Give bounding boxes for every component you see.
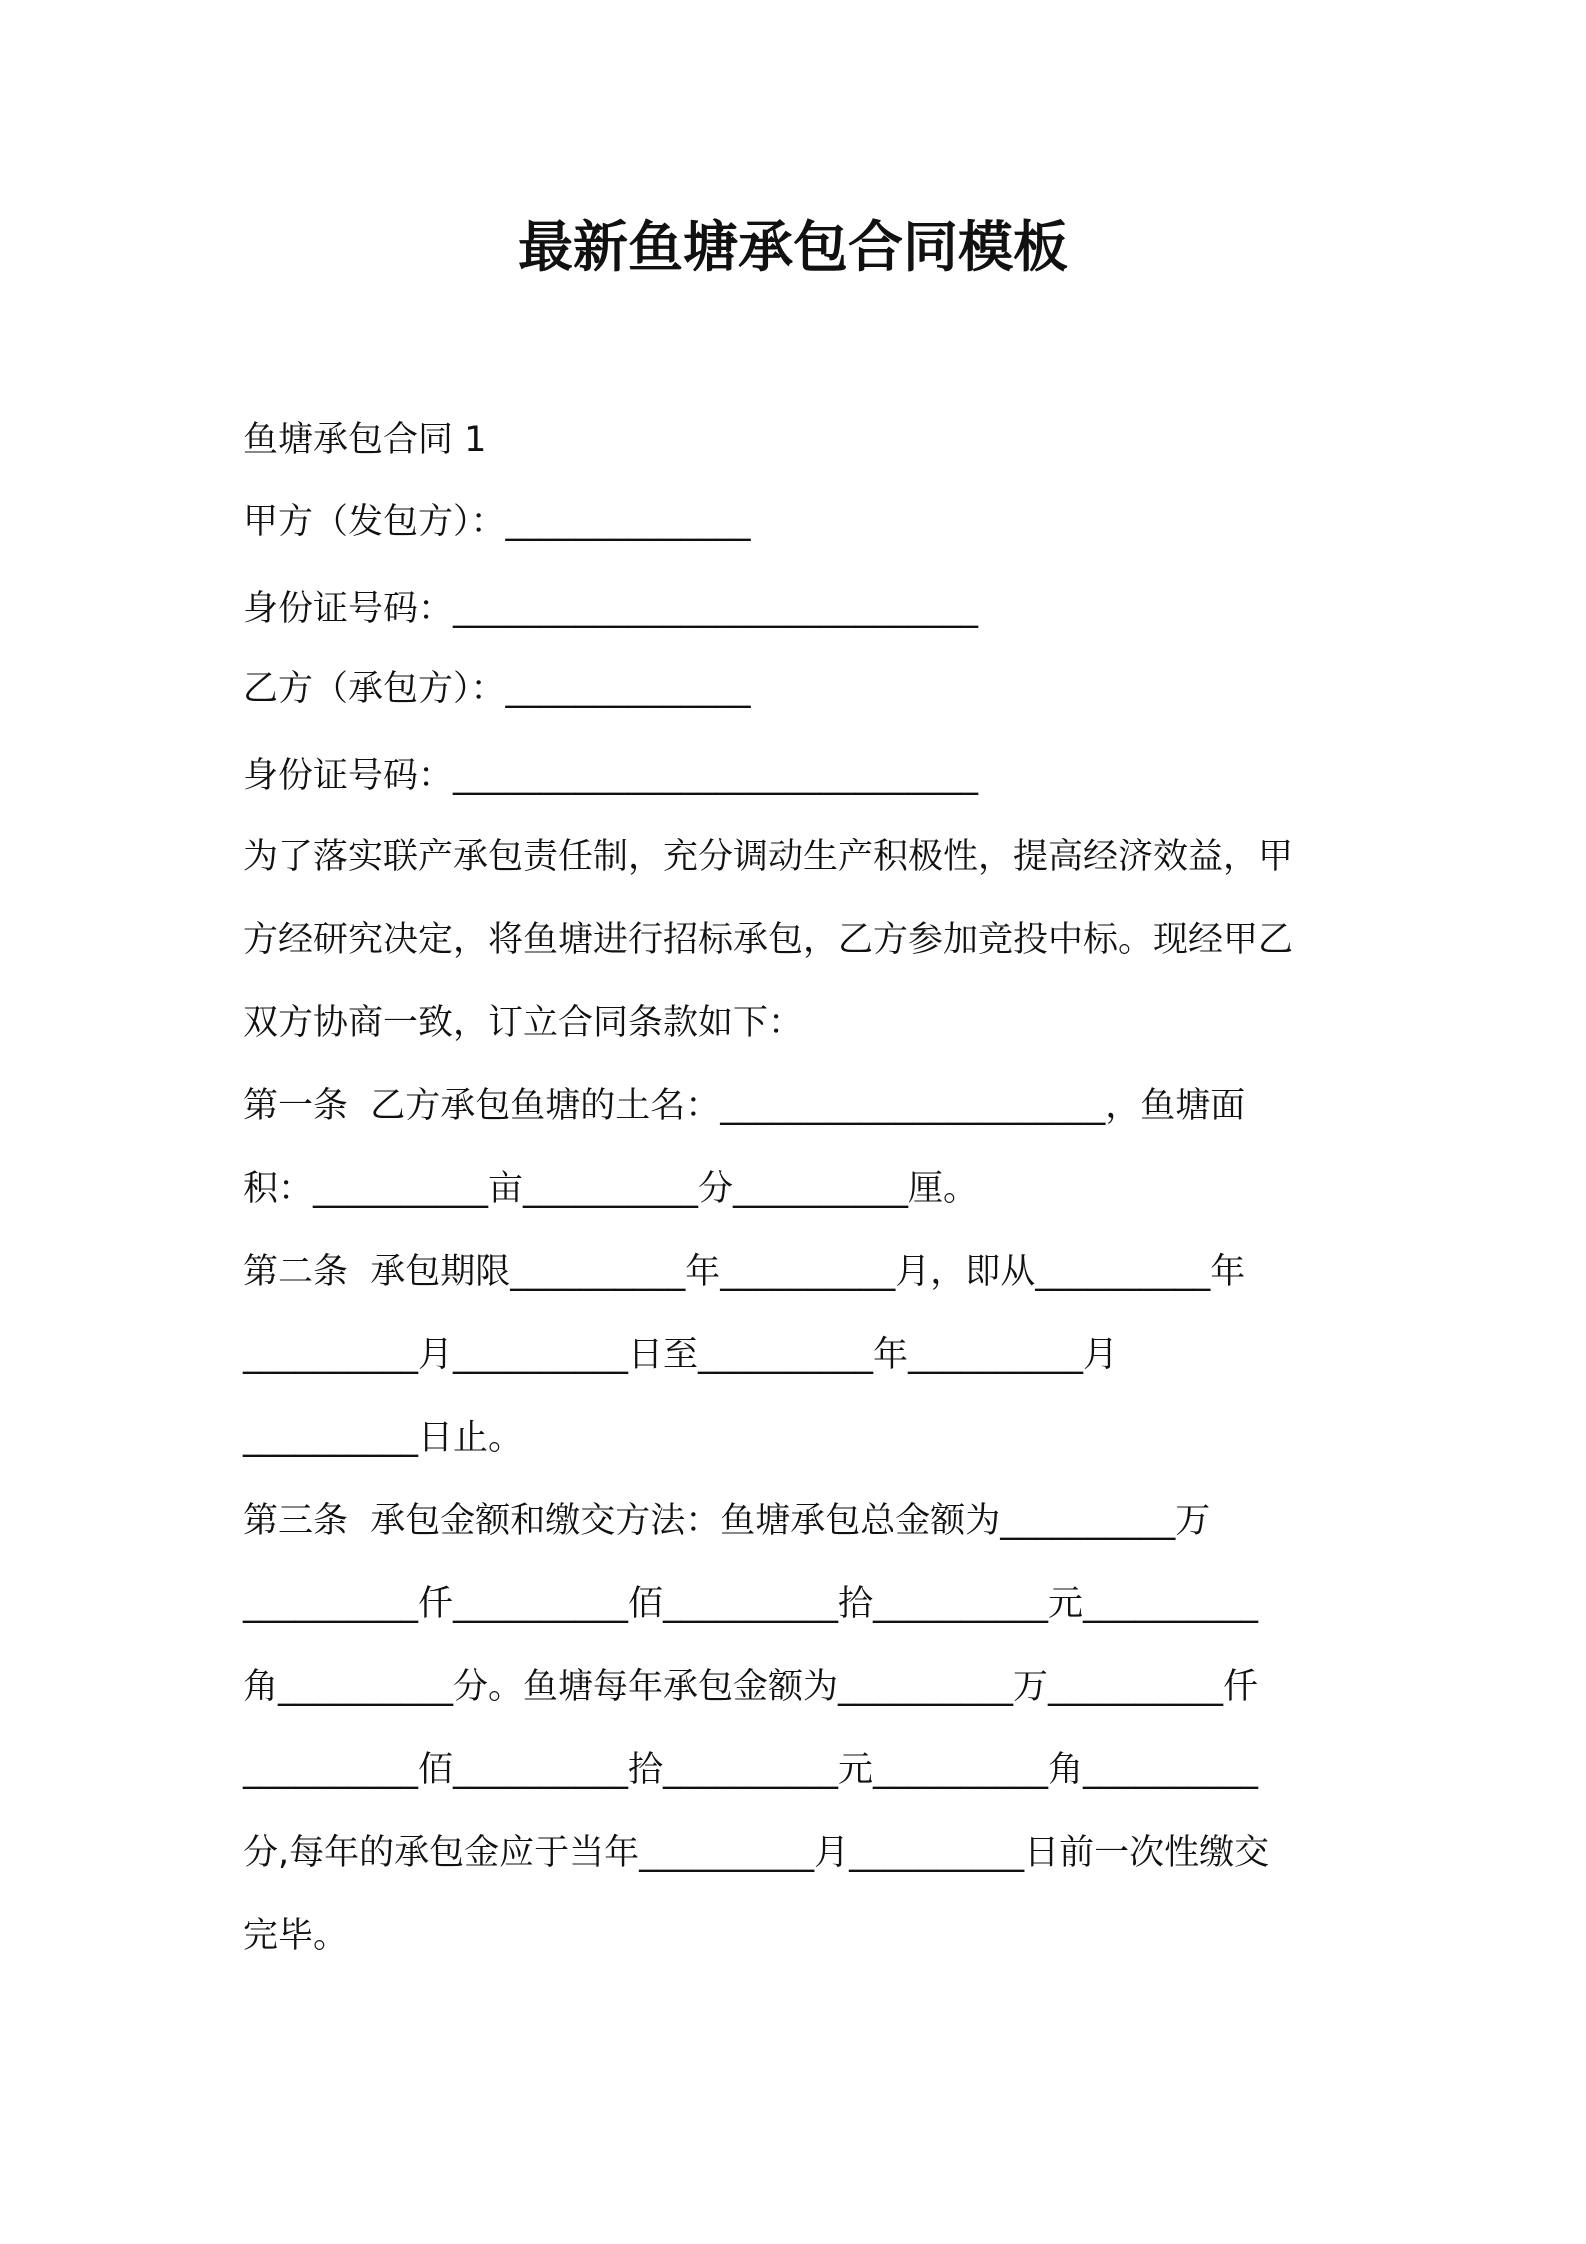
article-2-line-2: __________月__________日至__________年__________月 <box>243 1335 1119 1375</box>
party-b-id-line: 身份证号码：______________________________ <box>243 756 979 796</box>
party-a-id-line: 身份证号码：______________________________ <box>243 589 979 629</box>
article-3-line-3: 角__________分。鱼塘每年承包金额为__________万__________仟 <box>243 1667 1259 1707</box>
article-2-line-1: 第二条 承包期限__________年__________月，即从__________年 <box>243 1252 1246 1292</box>
article-3-line-6: 完毕。 <box>243 1916 349 1956</box>
party-a-line: 甲方（发包方）：______________ <box>243 502 751 542</box>
article-3-line-1: 第三条 承包金额和缴交方法：鱼塘承包总金额为__________万 <box>243 1501 1211 1541</box>
article-3-line-5: 分,每年的承包金应于当年__________月__________日前一次性缴交 <box>243 1833 1270 1873</box>
preamble-line-3: 双方协商一致，订立合同条款如下： <box>243 1003 804 1043</box>
article-1-line-2: 积：__________亩__________分__________厘。 <box>243 1169 979 1209</box>
preamble-line-1: 为了落实联产承包责任制，充分调动生产积极性，提高经济效益，甲 <box>243 837 1294 877</box>
party-b-line: 乙方（承包方）：______________ <box>243 669 751 709</box>
article-3-line-2: __________仟__________佰__________拾__________元__________ <box>243 1584 1259 1624</box>
preamble-line-2: 方经研究决定，将鱼塘进行招标承包，乙方参加竞投中标。现经甲乙 <box>243 920 1294 960</box>
contract-heading: 鱼塘承包合同 1 <box>243 420 487 460</box>
article-1-line-1: 第一条 乙方承包鱼塘的土名：______________________，鱼塘面 <box>243 1086 1246 1126</box>
document-title: 最新鱼塘承包合同模板 <box>517 215 1068 279</box>
article-2-line-3: __________日止。 <box>243 1418 524 1458</box>
article-3-line-4: __________佰__________拾__________元__________角__________ <box>243 1750 1259 1790</box>
